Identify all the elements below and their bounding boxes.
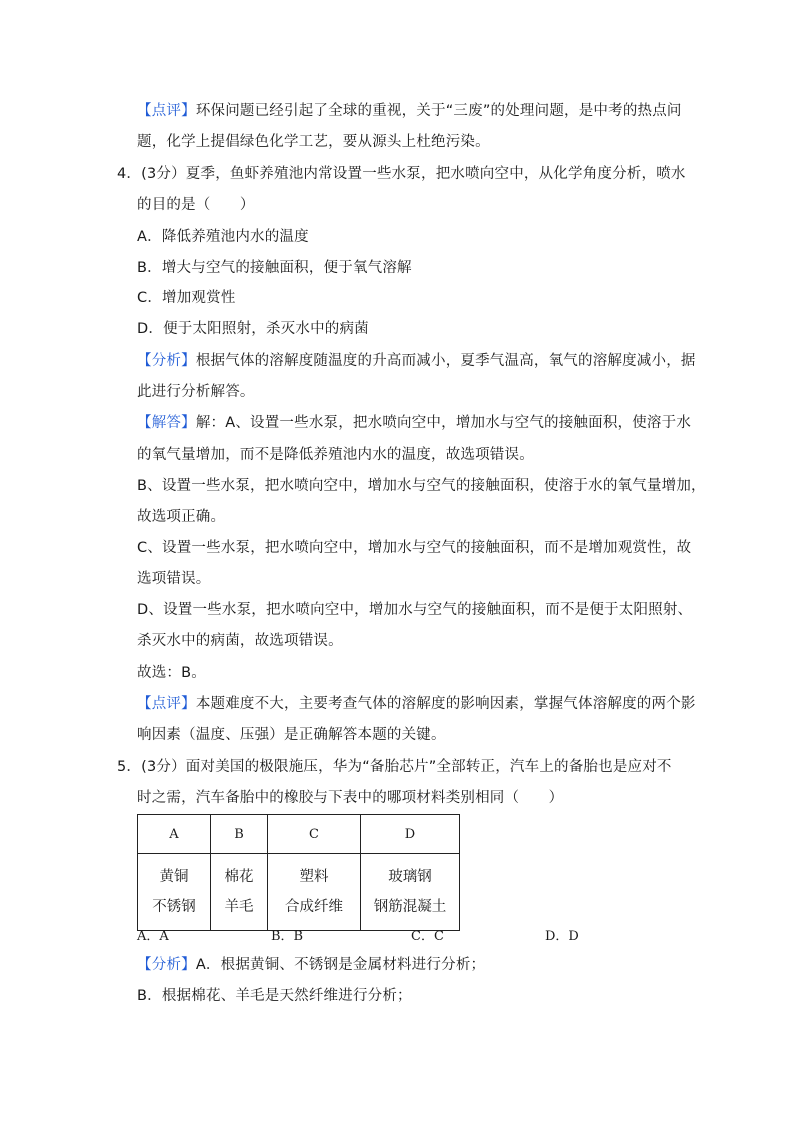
answer-line: 选项错误。 [137, 571, 211, 587]
question-4-option-a: A．降低养殖池内水的温度 [137, 229, 309, 245]
answer-line: D、设置一些水泵，把水喷向空中，增加水与空气的接触面积，而不是便于太阳照射、 [137, 602, 693, 618]
question-5-option-b: B．B [271, 929, 304, 944]
table-row [138, 854, 460, 931]
table-cell [361, 854, 460, 931]
table-header-cell: A [138, 815, 211, 854]
review-paragraph-line [137, 101, 682, 121]
analysis-line [137, 351, 696, 371]
cell-line: 黄铜 [159, 869, 189, 885]
table-header-cell: C [268, 815, 361, 854]
answer-tag: 【解答】 [137, 415, 196, 431]
table-cell [138, 854, 211, 931]
question-5-option-c: C．C [411, 929, 444, 944]
question-4-stem: 4．(3分）夏季，鱼虾养殖池内常设置一些水泵，把水喷向空中，从化学角度分析，喷水 [117, 166, 686, 182]
cell-line: 钢筋混凝土 [373, 899, 447, 915]
question-5-option-d: D．D [545, 929, 579, 944]
analysis-line: 此进行分析解答。 [137, 384, 255, 400]
review-line [137, 694, 696, 714]
table-header-cell: B [211, 815, 268, 854]
table-cell [268, 854, 361, 931]
question-5-stem: 时之需，汽车备胎中的橡胶与下表中的哪项材料类别相同（ ） [137, 790, 564, 806]
cell-line: 羊毛 [224, 899, 254, 915]
review-line: 响因素（温度、压强）是正确解答本题的关键。 [137, 727, 446, 743]
table-header-row [138, 815, 460, 854]
review-tag: 【点评】 [137, 696, 196, 712]
answer-text: 解：A、设置一些水泵，把水喷向空中，增加水与空气的接触面积，使溶于水 [195, 415, 692, 431]
table-cell [211, 854, 268, 931]
review-paragraph-line: 题，化学上提倡绿色化学工艺，要从源头上杜绝污染。 [137, 134, 490, 150]
answer-line: 故选：B。 [137, 665, 206, 681]
review-text: 本题难度不大，主要考查气体的溶解度的影响因素，掌握气体溶解度的两个影 [195, 696, 696, 712]
analysis-text: A．根据黄铜、不锈钢是金属材料进行分析； [195, 957, 486, 973]
answer-line [137, 413, 691, 433]
analysis-text: 根据气体的溶解度随温度的升高而减小，夏季气温高，氧气的溶解度减小，据 [195, 353, 696, 369]
analysis-line [137, 955, 485, 975]
answer-line: 的氧气量增加，而不是降低养殖池内水的温度，故选项错误。 [137, 447, 534, 463]
answer-line: B、设置一些水泵，把水喷向空中，增加水与空气的接触面积，使溶于水的氧气量增加， [137, 478, 706, 494]
cell-line: 棉花 [224, 869, 254, 885]
review-tag: 【点评】 [137, 103, 196, 119]
answer-line: C、设置一些水泵，把水喷向空中，增加水与空气的接触面积，而不是增加观赏性，故 [137, 540, 692, 556]
question-4-option-d: D．便于太阳照射，杀灭水中的病菌 [137, 321, 369, 337]
question-5-option-a: A．A [137, 929, 169, 944]
table-header-cell: D [361, 815, 460, 854]
question-4-stem: 的目的是（ ） [137, 197, 255, 213]
cell-line: 玻璃钢 [388, 869, 432, 885]
question-4-option-c: C．增加观赏性 [137, 290, 236, 306]
analysis-tag: 【分析】 [137, 957, 196, 973]
question-4-option-b: B．增大与空气的接触面积，便于氧气溶解 [137, 260, 412, 276]
review-text: 环保问题已经引起了全球的重视，关于“三废”的处理问题，是中考的热点问 [195, 103, 682, 119]
answer-line: 故选项正确。 [137, 509, 226, 525]
cell-line: 不锈钢 [152, 899, 196, 915]
answer-line: 杀灭水中的病菌，故选项错误。 [137, 633, 343, 649]
question-5-stem: 5．(3分）面对美国的极限施压，华为“备胎芯片”全部转正，汽车上的备胎也是应对不 [117, 759, 672, 775]
cell-line: 塑料 [299, 869, 329, 885]
materials-table [137, 814, 460, 931]
cell-line: 合成纤维 [285, 899, 343, 915]
analysis-tag: 【分析】 [137, 353, 196, 369]
analysis-line: B．根据棉花、羊毛是天然纤维进行分析； [137, 988, 412, 1004]
